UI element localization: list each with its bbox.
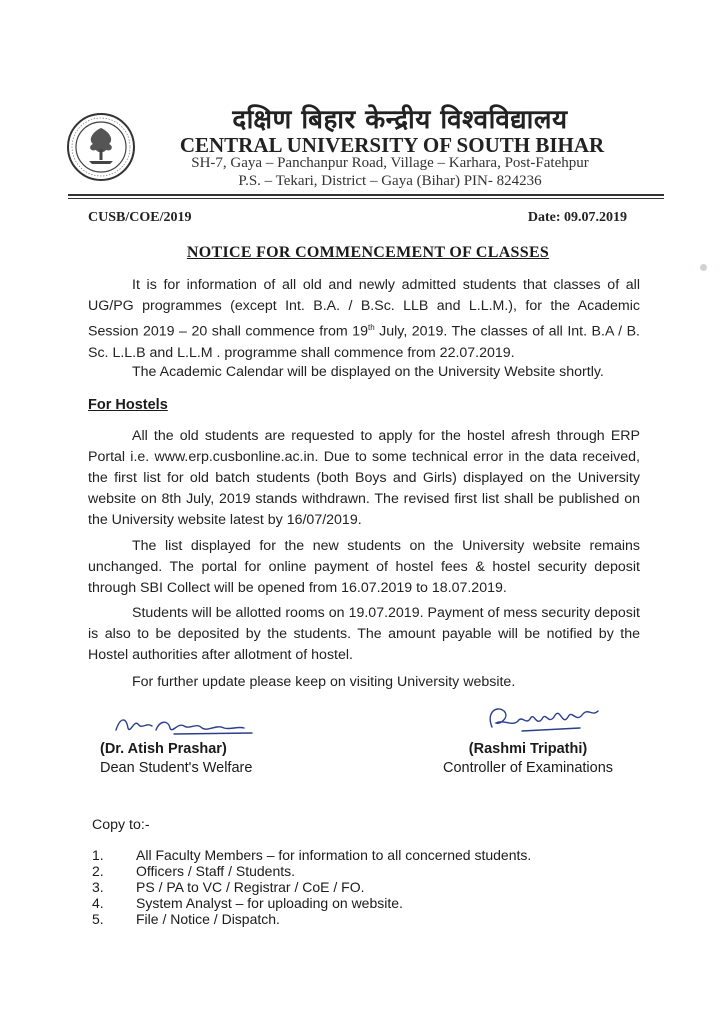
paragraph-commencement: It is for information of all old and newly admitted students that classes of all UG/PG programmes (except Int. B.A. / B.Sc. LLB and L.L.M.), for the Academic Session 2019 – 20 shall commence from 19th July, 2019. The classes of all Int. B.A / B. Sc. L.L.B and L.L.M . programme shall commence from 22.07.2019. bbox=[88, 277, 640, 361]
reference-number: CUSB/COE/2019 bbox=[88, 210, 192, 225]
list-item: 1. All Faculty Members – for information to all concerned students. bbox=[92, 847, 532, 863]
paragraph-old-students: All the old students are requested to apply for the hostel afresh through ERP Portal i.e. www.erp.cusbonline.ac.in. Due to some technical error in the data received, the first list for old batch students (both Boys and Girls) displayed on the University website on 8th July, 2019 stands withdrawn. The revised first list shall be published on the University website latest by 16/07/2019. bbox=[88, 428, 640, 528]
address-line-2: P.S. – Tekari, District – Gaya (Bihar) PIN- 824236 bbox=[238, 173, 542, 189]
header-rule-thick bbox=[68, 194, 664, 196]
paragraph-further-update: For further update please keep on visiting University website. bbox=[132, 674, 516, 690]
notice-date: Date: 09.07.2019 bbox=[527, 210, 627, 225]
copy-to-label: Copy to:- bbox=[92, 817, 150, 833]
signatory-right-title: Controller of Examinations bbox=[442, 760, 614, 776]
list-item: 5. File / Notice / Dispatch. bbox=[92, 911, 280, 927]
signature-atish-prashar bbox=[112, 708, 262, 740]
paragraph-academic-calendar: The Academic Calendar will be displayed on the University Website shortly. bbox=[132, 364, 604, 380]
scan-speck bbox=[700, 264, 707, 271]
signatory-left bbox=[100, 740, 252, 778]
signatory-right-name: (Rashmi Tripathi) bbox=[468, 741, 588, 757]
signatory-left-name: (Dr. Atish Prashar) bbox=[100, 741, 227, 757]
university-name-hindi: दक्षिण बिहार केन्द्रीय विश्वविद्यालय bbox=[232, 105, 568, 135]
list-item: 2. Officers / Staff / Students. bbox=[92, 863, 296, 879]
notice-title: NOTICE FOR COMMENCEMENT OF CLASSES bbox=[186, 244, 550, 261]
university-emblem-icon bbox=[66, 112, 136, 182]
header-rule-thin bbox=[68, 198, 664, 199]
list-item: 4. System Analyst – for uploading on website. bbox=[92, 895, 403, 911]
signature-rashmi-tripathi bbox=[482, 697, 608, 737]
copy-to-list bbox=[92, 847, 531, 927]
university-name-english: CENTRAL UNIVERSITY OF SOUTH BIHAR bbox=[179, 133, 605, 157]
paragraph-new-students: The list displayed for the new students on the University website remains unchanged. The portal for online payment of hostel fees & hostel security deposit through SBI Collect will be opened from 16.07.2019 to 18.07.2019. bbox=[88, 538, 640, 596]
signatory-right bbox=[440, 740, 616, 778]
hostel-heading: For Hostels bbox=[88, 397, 168, 413]
signatory-left-title: Dean Student's Welfare bbox=[100, 760, 253, 776]
address-line-1: SH-7, Gaya – Panchanpur Road, Village – Karhara, Post-Fatehpur bbox=[191, 155, 589, 171]
list-item: 3. PS / PA to VC / Registrar / CoE / FO. bbox=[92, 879, 365, 895]
paragraph-room-allotment: Students will be allotted rooms on 19.07.2019. Payment of mess security deposit is also to be deposited by the students. The amount payable will be notified by the Hostel authorities after allotment of hostel. bbox=[88, 605, 640, 663]
